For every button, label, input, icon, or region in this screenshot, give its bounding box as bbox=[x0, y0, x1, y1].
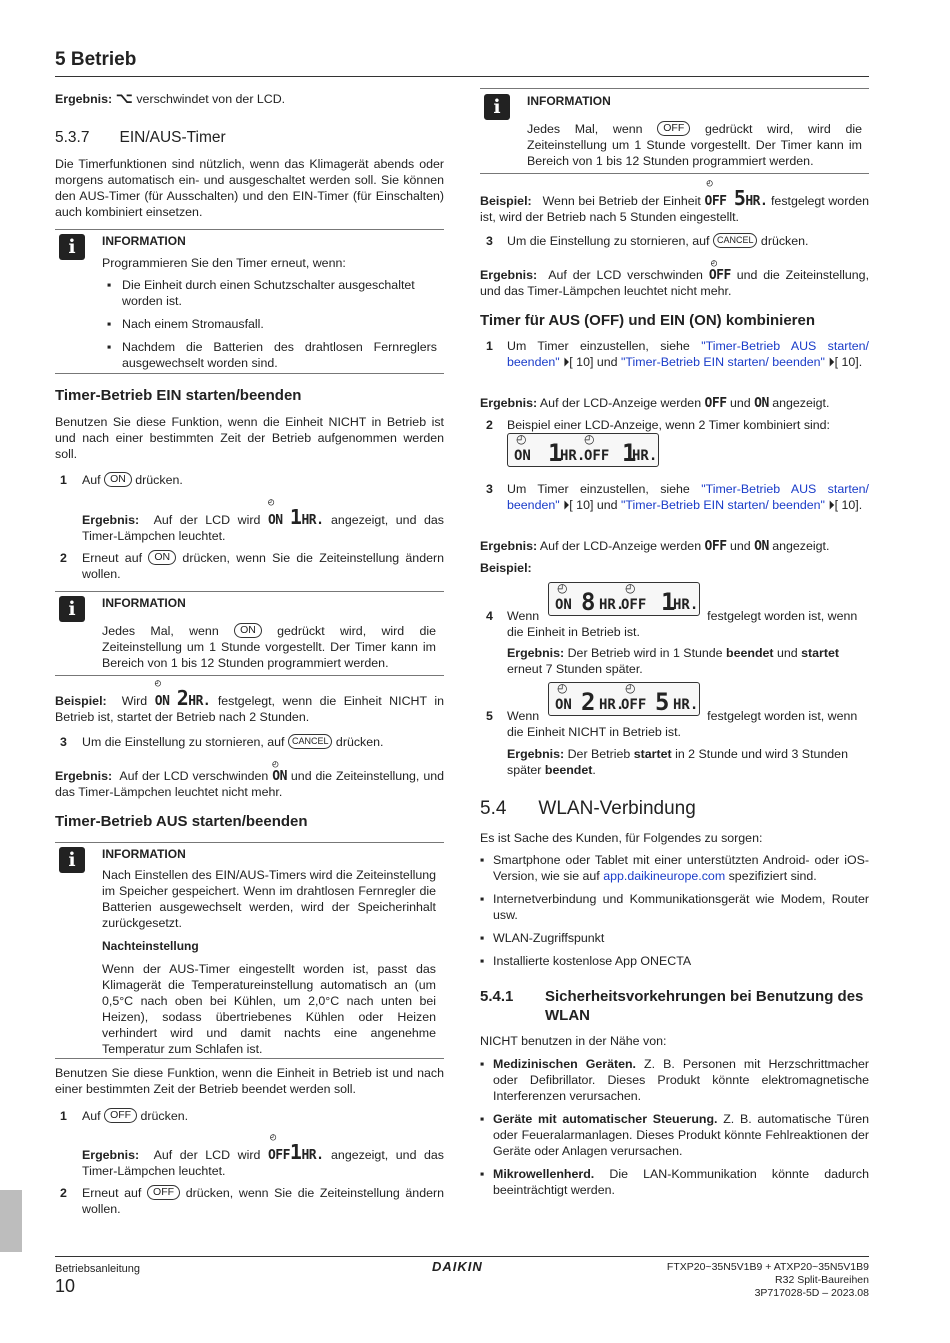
ein-step-2: 2 Erneut auf ON drücken, wenn Sie die Zeiteinstellung ändern wollen. bbox=[60, 551, 444, 581]
timer-clock-icon: ◴ bbox=[706, 178, 713, 189]
info-list bbox=[107, 277, 437, 371]
off-button-icon: OFF bbox=[657, 121, 690, 136]
list-item: ▪ Nach einem Stromausfall. bbox=[107, 317, 264, 331]
information-icon: i bbox=[59, 234, 85, 260]
komb-step-1: 1 Um Timer einzustellen, siehe "Timer-Betrieb AUS starten/ beenden" ⏵[ 10] und "Timer-Betrieb EIN starten/ beenden" ⏵[ 10]. bbox=[486, 339, 869, 369]
ein-step-1: 1 Auf ON drücken. bbox=[60, 473, 183, 487]
cancel-button-icon: CANCEL bbox=[713, 233, 758, 248]
cancel-button-icon: CANCEL bbox=[288, 734, 333, 749]
link-timer-ein[interactable]: "Timer-Betrieb EIN starten/ beenden" bbox=[620, 498, 825, 512]
timer-clock-icon: ◴ bbox=[267, 497, 274, 508]
link-timer-ein[interactable]: "Timer-Betrieb EIN starten/ beenden" bbox=[620, 355, 825, 369]
on-button-icon: ON bbox=[104, 472, 132, 487]
chapter-side-tab bbox=[0, 1190, 22, 1252]
lcd-on-2hr: ◴ ON 2HR. bbox=[154, 678, 211, 710]
komb-step-4-result: Ergebnis: Der Betrieb wird in 1 Stunde beendet und startet erneut 7 Stunden später. bbox=[507, 646, 840, 676]
on-button-icon: ON bbox=[148, 550, 176, 565]
ein-step-3-result: Ergebnis: Auf der LCD verschwinden ◴ ON und die Zeiteinstellung, und das Timer-Lämpchen leuchtet nicht mehr. bbox=[55, 759, 444, 799]
komb-step-5-result: Ergebnis: Der Betrieb startet in 2 Stunde und wird 3 Stunden später beendet. bbox=[507, 747, 848, 777]
lcd-display-example-5: ◴ ◴ ON 2 HR. OFF 5 HR. bbox=[548, 682, 700, 716]
komb-step-4: 4 Wenn festgelegt worden ist, wenn die Einheit in Betrieb ist. bbox=[486, 609, 858, 639]
timer-clock-icon: ◴ bbox=[625, 681, 636, 695]
list-item: ▪ Mikrowellenherd. Die LAN-Kommunikation könnte dadurch beeinträchtigt werden. bbox=[480, 1167, 869, 1197]
page-ref-icon: ⏵ bbox=[563, 498, 570, 512]
header-divider bbox=[55, 76, 869, 77]
timer-clock-icon: ◴ bbox=[516, 432, 527, 446]
lcd-off-5hr: ◴ OFF 5HR. bbox=[704, 178, 768, 210]
page-ref-icon: ⏵ bbox=[828, 355, 835, 369]
komb-step-3: 3 Um Timer einzustellen, siehe "Timer-Betrieb AUS starten/ beenden" ⏵[ 10] und "Timer-Betrieb EIN starten/ beenden" ⏵[ 10]. bbox=[486, 482, 869, 512]
list-item: ▪ Internetverbindung und Kommunikationsgerät wie Modem, Router usw. bbox=[480, 892, 869, 922]
aus-step-1-result: Ergebnis: Auf der LCD wird ◴ OFF1HR. angezeigt, und das Timer-Lämpchen leuchtet. bbox=[82, 1132, 445, 1178]
lcd-on: ◴ ON bbox=[272, 759, 287, 784]
komb-step-5: 5 Wenn festgelegt worden ist, wenn die Einheit NICHT in Betrieb ist. bbox=[486, 709, 858, 739]
lcd-on-1hr: ◴ ON 1HR. bbox=[267, 497, 324, 529]
information-icon: i bbox=[59, 847, 85, 873]
timer-signal-icon: ⌥ bbox=[115, 90, 133, 107]
aus-step-1: 1 Auf OFF drücken. bbox=[60, 1109, 189, 1123]
aus-step-2: 2 Erneut auf OFF drücken, wenn Sie die Zeiteinstellung ändern wollen. bbox=[60, 1186, 444, 1216]
info-box-memory: i INFORMATION Nach Einstellen des EIN/AUS-Timers wird die Zeiteinstellung im Speicher gespeichert. Wenn im drahtlosen Fernregler die Batterien ausgewechselt werden, wird der Speicherinhalt zurückgesetzt. Nachteinstellung Wenn der AUS-Timer eingestellt worden ist, passt das Klimagerät die Temperatureinstellung automatisch an (um 0,5°C nach oben bei Kühlen, um 2,0°C nach unten bei Heizen), sodass übertriebenes Kühlen oder Heizen verhindert wird und damit nachts eine angenehme Temperatur zum Schlafen ist. bbox=[55, 842, 444, 1059]
section-5-3-7-heading: 5.3.7 EIN/AUS-Timer bbox=[55, 129, 226, 146]
info-box-reprogram: i INFORMATION Programmieren Sie den Timer erneut, wenn: ▪ Die Einheit durch einen Schutzschalter ausgeschaltet worden ist. ▪ Nach einem Stromausfall. ▪ Nachdem die Batterien des drahtlosen Fernreglers ausgewechselt worden sind. bbox=[55, 229, 444, 374]
page-ref-icon: ⏵ bbox=[828, 498, 835, 512]
beispiel-off-5hr: Beispiel: Wenn bei Betrieb der Einheit ◴ OFF 5HR. festgelegt worden ist, wird der Betrieb nach 5 Stunden eingestellt. bbox=[480, 178, 869, 224]
timer-clock-icon: ◴ bbox=[272, 759, 278, 770]
aus-step-3: 3 Um die Einstellung zu stornieren, auf CANCEL drücken. bbox=[486, 234, 809, 248]
lcd-off-1hr: ◴ OFF1HR. bbox=[267, 1132, 324, 1164]
section-5-4-heading: 5.4 WLAN-Verbindung bbox=[480, 798, 696, 819]
list-item: ▪ WLAN-Zugriffspunkt bbox=[480, 931, 605, 945]
page-number: 10 bbox=[55, 1276, 76, 1296]
section-5-4-1-heading: 5.4.1 Sicherheitsvorkehrungen bei Benutzung des WLAN bbox=[480, 988, 864, 1024]
list-item: ▪ Installierte kostenlose App ONECTA bbox=[480, 954, 692, 968]
komb-step-1-result: Ergebnis: Auf der LCD-Anzeige werden OFF und ON angezeigt. bbox=[480, 396, 830, 411]
list-item: ▪ Smartphone oder Tablet mit einer unterstützten Android- oder iOS-Version, wie sie auf app.daikineurope.com spezifiziert sind. bbox=[480, 853, 869, 883]
link-app-daikineurope[interactable]: app.daikineurope.com bbox=[603, 869, 726, 883]
ergebnis-line: Ergebnis: ⌥ verschwindet von der LCD. bbox=[55, 90, 286, 107]
page-ref-icon: ⏵ bbox=[563, 355, 570, 369]
chapter-title: 5 Betrieb bbox=[55, 49, 137, 70]
timer-aus-heading: Timer-Betrieb AUS starten/beenden bbox=[55, 813, 308, 830]
timer-clock-icon: ◴ bbox=[710, 258, 717, 269]
timer-clock-icon: ◴ bbox=[584, 432, 595, 446]
off-button-icon: OFF bbox=[147, 1185, 180, 1200]
beispiel-label: Beispiel: bbox=[480, 561, 532, 575]
section-5-4-intro: Es ist Sache des Kunden, für Folgendes zu sorgen: bbox=[480, 831, 763, 845]
information-icon: i bbox=[484, 94, 510, 120]
footer-model-info: FTXP20~35N5V1B9 + ATXP20~35N5V1B9 R32 Split-Baureihen 3P717028-5D – 2023.08 bbox=[666, 1261, 869, 1299]
kombinieren-heading: Timer für AUS (OFF) und EIN (ON) kombinieren bbox=[480, 312, 816, 329]
timer-aus-intro: Benutzen Sie diese Funktion, wenn die Einheit in Betrieb ist und nach einer bestimmten Zeit der Betrieb beendet werden soll. bbox=[55, 1066, 444, 1096]
lcd-display-example-4: ◴ ◴ ON 8 HR. OFF 1 HR. bbox=[548, 582, 700, 616]
timer-clock-icon: ◴ bbox=[625, 581, 636, 595]
footer-divider bbox=[55, 1256, 869, 1257]
on-button-icon: ON bbox=[234, 623, 262, 638]
daikin-logo: DAIKIN bbox=[432, 1259, 483, 1274]
section-5-3-7-intro: Die Timerfunktionen sind nützlich, wenn das Klimagerät abends oder morgens automatisch ein- und ausgeschaltet werden soll. Sie können den AUS-Timer (für Ausschalten) und den EIN-Timer (für Einschalten) auch kombiniert einsetzen. bbox=[55, 157, 444, 219]
aus-step-3-result: Ergebnis: Auf der LCD verschwinden ◴ OFF und die Zeiteinstellung, und das Timer-Lämpchen leuchtet nicht mehr. bbox=[480, 258, 870, 298]
ein-step-3: 3 Um die Einstellung zu stornieren, auf CANCEL drücken. bbox=[60, 735, 384, 749]
lcd-display-combined: ◴ ◴ ON 1 HR. OFF 1 HR. bbox=[507, 433, 659, 467]
information-icon: i bbox=[59, 596, 85, 622]
info-box-off-increment: i INFORMATION Jedes Mal, wenn OFF gedrückt wird, wird die Zeiteinstellung um 1 Stunde vorgestellt. Der Timer kann im Bereich von 1 bis 12 Stunden programmiert werden. bbox=[480, 88, 869, 174]
wlan-warnings-list bbox=[480, 1056, 869, 1198]
footer-manual-name: Betriebsanleitung bbox=[55, 1263, 141, 1275]
list-item: ▪ Medizinischen Geräten. Z. B. Personen mit Herzschrittmacher oder Defibrillator. Dieses Produkt könnte elektromagnetische Interferenzen verursachen. bbox=[480, 1057, 869, 1103]
timer-clock-icon: ◴ bbox=[557, 581, 568, 595]
timer-clock-icon: ◴ bbox=[269, 1132, 276, 1143]
left-column bbox=[55, 91, 444, 107]
ein-step-1-result: Ergebnis: Auf der LCD wird ◴ ON 1HR. angezeigt, und das Timer-Lämpchen leuchtet. bbox=[82, 497, 445, 543]
komb-step-3-result: Ergebnis: Auf der LCD-Anzeige werden OFF und ON angezeigt. bbox=[480, 539, 830, 554]
timer-clock-icon: ◴ bbox=[154, 678, 161, 689]
lcd-off: ◴ OFF bbox=[708, 258, 731, 283]
timer-ein-heading: Timer-Betrieb EIN starten/beenden bbox=[55, 387, 302, 404]
beispiel-on-2hr: Beispiel: Wird ◴ ON 2HR. festgelegt, wenn die Einheit NICHT in Betrieb ist, startet der Betrieb nach 2 Stunden. bbox=[55, 678, 444, 724]
list-item: ▪ Geräte mit automatischer Steuerung. Z. B. automatische Türen oder Feueralarmanlagen. Dieses Produkt könnte Fehlreaktionen der Geräte oder Anlagen verursachen. bbox=[480, 1112, 869, 1158]
link-timer-aus[interactable]: "Timer-Betrieb AUS starten/ beenden" bbox=[507, 339, 869, 369]
wlan-requirements-list bbox=[480, 852, 869, 969]
off-button-icon: OFF bbox=[104, 1108, 137, 1123]
section-5-4-1-intro: NICHT benutzen in der Nähe von: bbox=[480, 1034, 667, 1048]
timer-ein-intro: Benutzen Sie diese Funktion, wenn die Einheit NICHT in Betrieb ist und nach einer bestimmten Zeit der Betrieb aufgenommen werden soll. bbox=[55, 415, 444, 461]
link-timer-aus[interactable]: "Timer-Betrieb AUS starten/ beenden" bbox=[507, 482, 869, 512]
list-item: ▪ Die Einheit durch einen Schutzschalter ausgeschaltet worden ist. bbox=[107, 278, 415, 308]
timer-clock-icon: ◴ bbox=[557, 681, 568, 695]
info-box-on-increment: i INFORMATION Jedes Mal, wenn ON gedrückt wird, wird die Zeiteinstellung um 1 Stunde vorgestellt. Der Timer kann im Bereich von 1 bis 12 Stunden programmiert werden. bbox=[55, 591, 444, 676]
list-item: ▪ Nachdem die Batterien des drahtlosen Fernreglers ausgewechselt worden sind. bbox=[107, 340, 437, 370]
komb-step-2: 2 Beispiel einer LCD-Anzeige, wenn 2 Timer kombiniert sind: bbox=[486, 418, 830, 432]
